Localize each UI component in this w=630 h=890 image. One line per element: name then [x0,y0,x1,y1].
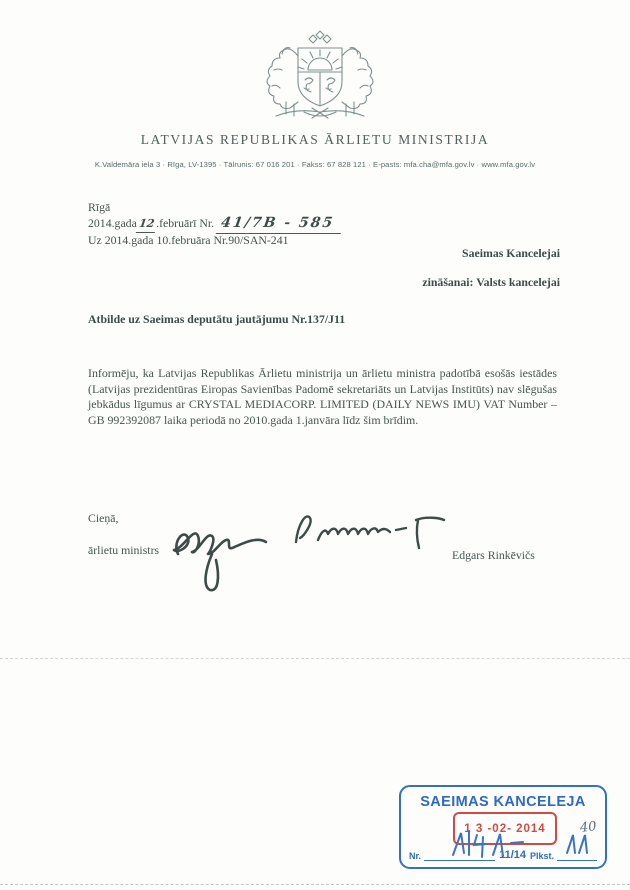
handwritten-ref-number: 41/7B - 585 [216,216,343,234]
closing-salutation: Cieņā, [88,511,119,525]
handwritten-day: 12 [136,216,158,233]
date-prefix: 2014.gada [88,215,137,230]
registry-stamp [399,785,607,869]
addressee-primary: Saeimas Kancelejai [462,246,560,260]
date-suffix: .februārī Nr. [156,215,215,230]
signer-title: ārlietu ministrs [88,543,160,557]
city-line: Rīgā [88,200,111,214]
addressee-secondary: zināšanai: Valsts kancelejai [422,275,560,289]
signer-name: Edgars Rinkēvičs [452,548,535,562]
stamp-nr-label: Nr. [409,851,422,861]
signature-ink-icon [168,520,273,598]
stamp-handwritten-superscript: 40 [579,819,598,836]
signature-flourish-icon [288,508,453,563]
addressee-block [422,246,560,290]
subject-line: Atbilde uz Saeimas deputātu jautājumu Nr.137/J11 [88,312,346,326]
ministry-name: LATVIJAS REPUBLIKAS ĀRLIETU MINISTRIJA [140,132,490,147]
date-line [88,216,342,234]
stamp-handwritten-number-icon [449,829,541,859]
reference-block [88,200,342,249]
scan-fold-line [0,658,630,659]
stamp-doc-number: 11/14 [499,849,526,861]
scan-fold-line [0,884,630,885]
reply-reference-line: Uz 2014.gada 10.februāra Nr.90/SAN-241 [88,233,289,247]
stamp-time-label: Plkst. [529,851,554,861]
stamp-date: 1 3 -02- 2014 [464,822,546,835]
ministry-contact-line: K.Valdemāra iela 3 · Rīga, LV-1395 · Tālrunis: 67 016 201 · Fakss: 67 828 121 · E-pasts: mfa.cha@mfa.gov.lv · www.mfa.gov.lv [94,160,536,169]
latvia-coat-of-arms-icon [252,30,388,124]
letter-body: Informēju, ka Latvijas Republikas Ārlietu ministrija un ārlietu ministra padotībā esošās iestādes (Latvijas prezidentūras Eiropas Savienības Padomē sekretariāts un Latvijas Institūts) nav slēgušas jebkādus līgumus ar CRYSTAL MEDIACORP. LIMITED (DAILY NEWS IMU) VAT Number – GB 992392087 laika periodā no 2010.gada 1.janvāra līdz šim brīdim. [88,366,557,427]
stamp-organization: SAEIMAS KANCELEJA [420,794,586,810]
